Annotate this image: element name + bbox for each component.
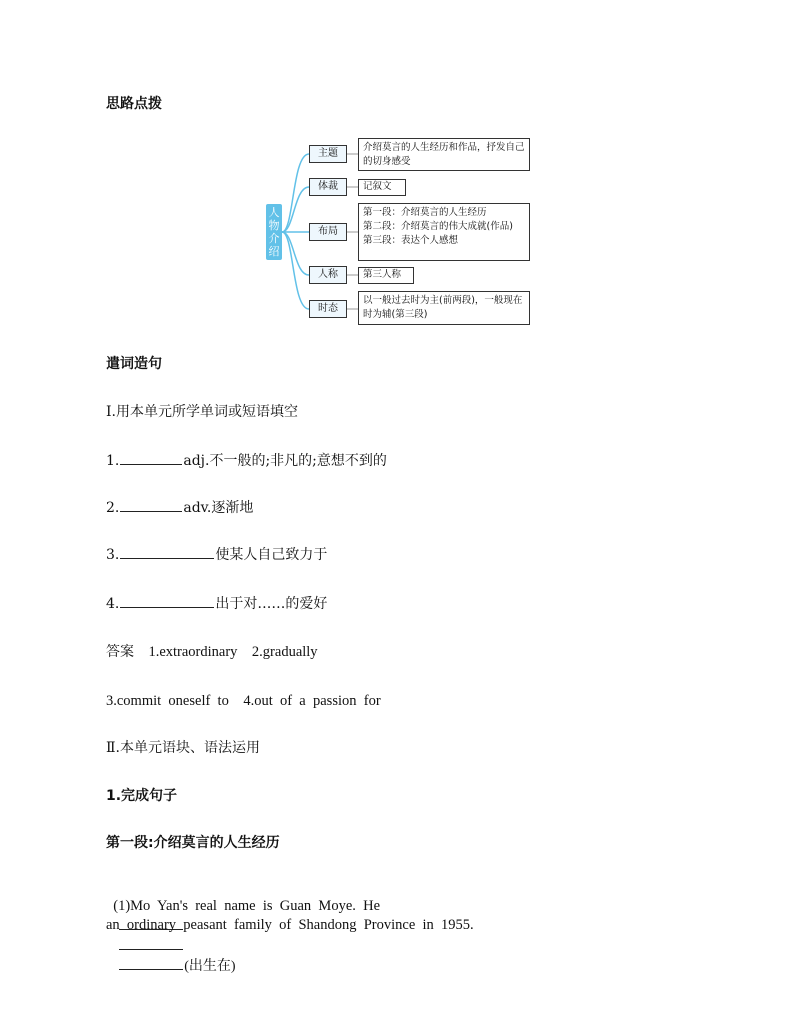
item-1-text: adj.不一般的;非凡的;意想不到的 [183,453,387,469]
mind-map-leaf-person: 第三人称 [358,267,414,284]
answer-text-1: 1.extraordinary 2.gradually [148,644,318,660]
item-4-blank[interactable] [120,593,214,608]
mind-map-leaf-genre: 记叙文 [358,179,406,196]
sentence-1-blank-3[interactable] [119,955,183,970]
item-1 [106,450,387,470]
answer-line-2: 3.commit oneself to 4.out of a passion for [106,693,381,709]
mind-map-leaf-tense: 以一般过去时为主(前两段)，一般现在时为辅(第三段) [358,291,530,325]
part2-heading: Ⅱ.本单元语块、语法运用 [106,740,260,756]
mind-map-leaf-layout [358,203,530,261]
mind-map-root: 人物介绍 [266,204,282,260]
mind-map-node-person: 人称 [309,266,347,284]
mind-map-node-genre: 体裁 [309,178,347,196]
item-3 [106,544,327,564]
mind-map-node-theme: 主题 [309,145,347,163]
item-2-number: 2. [106,500,120,516]
mind-map-leaf-theme: 介绍莫言的人生经历和作品，抒发自己的切身感受 [358,138,530,171]
item-2-blank[interactable] [120,497,182,512]
item-4 [106,593,327,613]
sentence-1-blank-2[interactable] [119,935,183,950]
answer-label: 答案 [106,644,134,660]
mind-map-node-layout: 布局 [309,223,347,241]
item-1-number: 1. [106,453,120,469]
mind-map-node-tense: 时态 [309,300,347,318]
item-4-text: 出于对……的爱好 [215,596,328,612]
layout-line-2: 第二段：介绍莫言的伟大成就(作品) [363,221,513,232]
item-1-blank[interactable] [120,450,182,465]
paragraph1-heading: 第一段:介绍莫言的人生经历 [106,835,280,851]
item-4-number: 4. [106,596,120,612]
layout-line-1: 第一段：介绍莫言的人生经历 [363,207,487,218]
item-2-text: adv.逐渐地 [183,500,254,516]
layout-line-3: 第三段：表达个人感想 [363,235,459,246]
sentence-1-line-2: an ordinary peasant family of Shandong Province in 1955. [106,917,474,933]
sentence-1-start: (1)Mo Yan's real name is Guan Moye. He [113,898,381,914]
item-3-text: 使某人自己致力于 [215,547,328,563]
sub-heading-complete-sentences: 1.完成句子 [106,788,178,804]
item-3-blank[interactable] [120,544,214,559]
item-3-number: 3. [106,547,120,563]
answer-line-1 [106,640,318,661]
sentence-1-hint: (出生在) [184,959,236,974]
mind-map [264,137,532,329]
item-2 [106,497,253,517]
section-title-vocab: 遣词造句 [106,356,162,372]
section-title-thinking: 思路点拨 [106,96,162,112]
part1-heading: Ⅰ.用本单元所学单词或短语填空 [106,404,298,420]
